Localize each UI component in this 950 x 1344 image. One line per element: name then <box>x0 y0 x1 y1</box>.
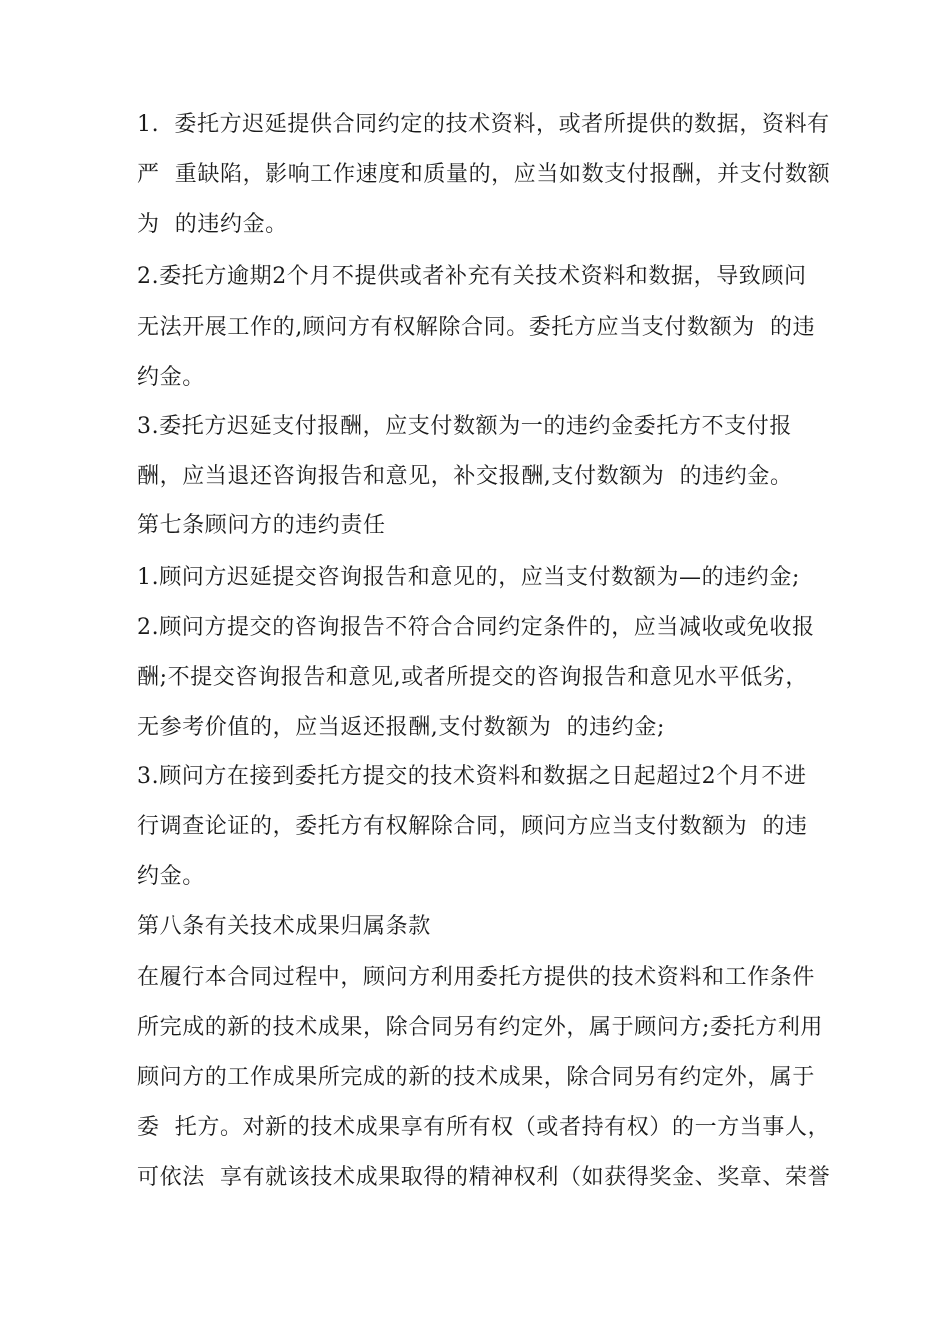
text-line: 约金。 <box>137 365 205 390</box>
text-line: 3.顾问方在接到委托方提交的技术资料和数据之日起超过2个月不进 <box>137 764 807 789</box>
text-line: 2.委托方逾期2个月不提供或者补充有关技术资料和数据，导致顾问 <box>137 264 807 289</box>
text-line: 1.顾问方迟延提交咨询报告和意见的，应当支付数额为—的违约金; <box>137 565 801 590</box>
section-heading: 第八条有关技术成果归属条款 <box>137 914 431 939</box>
text-line: 严 重缺陷，影响工作速度和质量的，应当如数支付报酬，并支付数额 <box>137 162 831 187</box>
text-line: 为 的违约金。 <box>137 212 288 237</box>
text-line: 在履行本合同过程中，顾问方利用委托方提供的技术资料和工作条件 <box>137 965 816 990</box>
text-line: 2.顾问方提交的咨询报告不符合合同约定条件的，应当减收或免收报 <box>137 615 815 640</box>
text-line: 委 托方。对新的技术成果享有所有权（或者持有权）的一方当事人， <box>137 1115 831 1140</box>
text-line: 无参考价值的，应当返还报酬,支付数额为 的违约金; <box>137 715 665 740</box>
section-heading: 第七条顾问方的违约责任 <box>137 513 386 538</box>
text-line: 可依法 享有就该技术成果取得的精神权利（如获得奖金、奖章、荣誉 <box>137 1165 831 1190</box>
text-line: 顾问方的工作成果所完成的新的技术成果，除合同另有约定外，属于 <box>137 1065 816 1090</box>
text-line: 酬，应当退还咨询报告和意见，补交报酬,支付数额为 的违约金。 <box>137 464 793 489</box>
text-line: 所完成的新的技术成果，除合同另有约定外，属于顾问方;委托方利用 <box>137 1015 824 1040</box>
text-line: 3.委托方迟延支付报酬，应支付数额为一的违约金委托方不支付报 <box>137 414 792 439</box>
text-line: 约金。 <box>137 864 205 889</box>
text-line: 1. 委托方迟延提供合同约定的技术资料，或者所提供的数据，资料有 <box>137 112 830 137</box>
text-line: 酬;不提交咨询报告和意见,或者所提交的咨询报告和意见水平低劣， <box>137 665 809 690</box>
text-line: 行调查论证的，委托方有权解除合同，顾问方应当支付数额为 的违 <box>137 814 808 839</box>
text-line: 无法开展工作的,顾问方有权解除合同。委托方应当支付数额为 的违 <box>137 315 816 340</box>
